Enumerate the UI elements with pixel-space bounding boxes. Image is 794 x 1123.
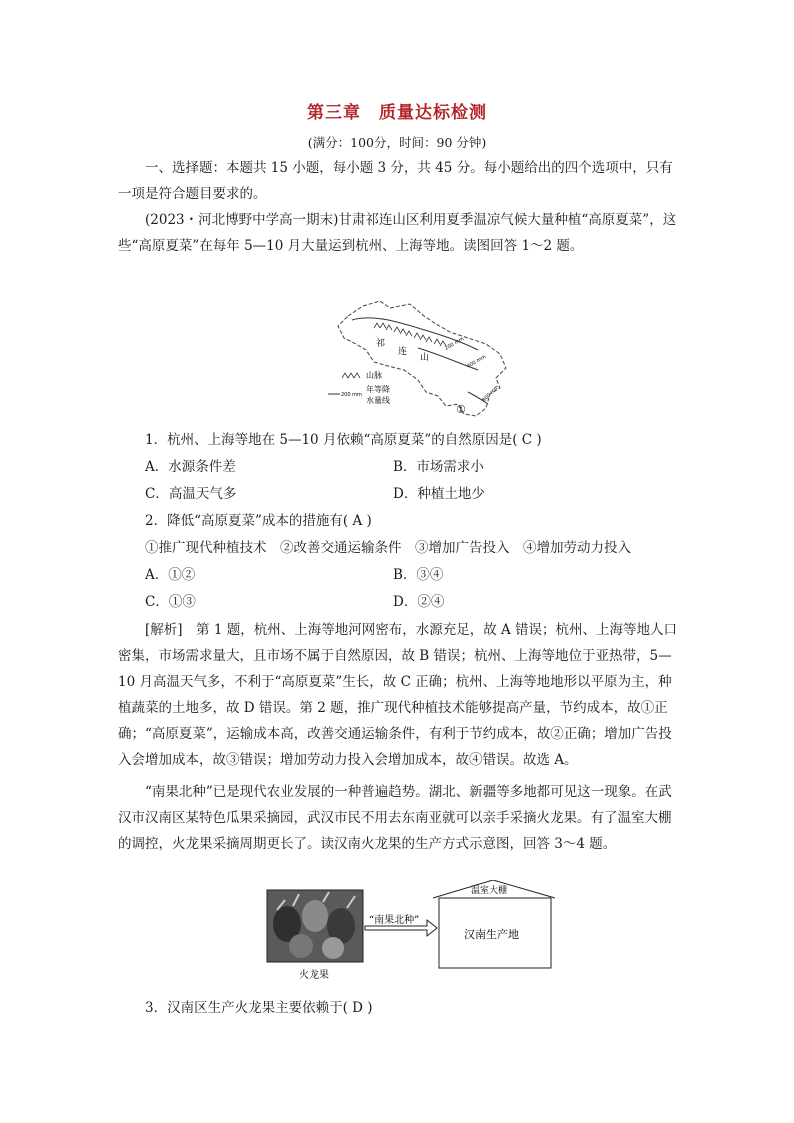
map-marker: ①	[456, 403, 466, 416]
question-3-stem: 3．汉南区生产火龙果主要依赖于( D )	[145, 1000, 373, 1016]
question-intro-2: “南果北种”已是现代农业发展的一种普遍趋势。湖北、新疆等多地都可见这一现象。在武汉市汉南区某特色瓜果采摘园，武汉市民不用去东南亚就可以亲手采摘火龙果。有了温室大棚的调控，火龙果采摘周期更长了。读汉南火龙果的生产方式示意图，回答 3～4 题。	[118, 784, 672, 852]
question-2-option-c: C．①③	[145, 594, 196, 610]
question-1-option-c: C．高温天气多	[145, 486, 237, 502]
qilian-map	[318, 296, 528, 430]
mountain-name-3: 山	[420, 353, 430, 363]
mountain-name-2: 连	[398, 347, 408, 357]
question-2-option-a: A．①②	[145, 567, 196, 583]
question-2-option-d: D．②④	[393, 594, 445, 610]
mountain-name-1: 祁	[376, 339, 386, 349]
question-1-option-a: A．水源条件差	[145, 459, 236, 475]
isoline-200	[352, 318, 478, 350]
question-2-option-b: B．③④	[393, 567, 444, 583]
section-instructions: 一、选择题：本题共 15 小题，每小题 3 分，共 45 分。每小题给出的四个选项中，只有一项是符合题目要求的。	[118, 160, 673, 202]
page-subtitle: (满分：100分，时间：90 分钟)	[307, 135, 487, 150]
roof-label: 温室大棚	[471, 886, 508, 896]
question-2-items: ①推广现代种植技术 ②改善交通运输条件 ③增加广告投入 ④增加劳动力投入	[145, 540, 631, 556]
question-intro-1: (2023・河北博野中学高一期末)甘肃祁连山区利用夏季温凉气候大量种植“高原夏菜”，这些“高原夏菜”在每年 5—10 月大量运到杭州、上海等地。读图回答 1～2 题。	[118, 212, 677, 254]
pitaya-production-diagram	[263, 880, 563, 990]
question-1-option-b: B．市场需求小	[393, 459, 484, 475]
isoline-label-200: 200 mm	[444, 336, 466, 352]
page-title: 第三章 质量达标检测	[307, 103, 487, 123]
legend-line-text-1: 年等降	[366, 385, 390, 394]
house-label: 汉南生产地	[464, 928, 519, 941]
question-2-stem: 2．降低“高原夏菜”成本的措施有( A )	[145, 513, 372, 529]
question-1-stem: 1．杭州、上海等地在 5—10 月依赖“高原夏菜”的自然原因是( C )	[145, 432, 542, 448]
photo-caption: 火龙果	[299, 970, 329, 981]
question-1-option-d: D．种植土地少	[393, 486, 485, 502]
arrow-label: “南果北种”	[369, 915, 420, 926]
isoline-label-800: 800 mm	[481, 384, 501, 404]
map-legend	[328, 370, 390, 405]
analysis-text: [解析] 第 1 题，杭州、上海等地河网密布，水源充足，故 A 错误；杭州、上海等地人口密集，市场需求量大，且市场不属于自然原因，故 B 错误；杭州、上海等地位于亚热带，5—10 月高温天气多，不利于“高原夏菜”生长，故 C 正确；杭州、上海等地地形以平原为主，种植蔬菜的土地多，故 D 错误。第 2 题，推广现代种植技术能够提高产量，节约成本，故①正确；“高原夏菜”，运输成本高，改善交通运输条件，有利于节约成本，故②正确；增加广告投入会增加成本，故③错误；增加劳动力投入会增加成本，故④错误。故选 A。	[118, 622, 678, 768]
isoline-label-400: 400 mm	[466, 354, 488, 370]
legend-mountain: 山脉	[366, 371, 382, 380]
dragon-fruit-photo	[267, 890, 363, 962]
legend-line-text-2: 水量线	[366, 396, 390, 405]
legend-line-value: 200 mm	[341, 392, 362, 398]
